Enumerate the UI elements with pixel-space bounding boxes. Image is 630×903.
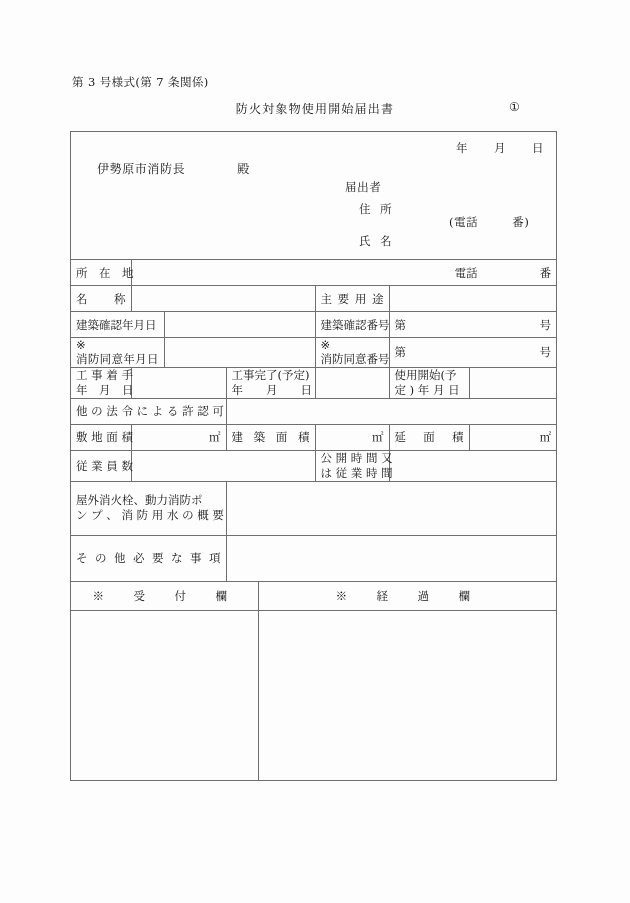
table-row-areas [71,424,556,450]
open-hours-label [315,450,393,481]
work-start-label [71,367,134,398]
progress-section-header: ※ 経 過 欄 [258,581,556,610]
hydrant-value[interactable] [226,481,556,535]
addressee-office: 伊勢原市消防長 [97,162,186,176]
fire-consent-number-prefix: 第 [394,345,406,360]
page-mark: ① [509,100,520,114]
receipt-section-header: ※ 受 付 欄 [71,581,258,610]
submitter-phone-close: 番) [512,215,530,229]
hydrant-label [71,481,226,535]
location-label: 所 在 地 [71,260,131,286]
site-area-value[interactable]: ㎡ [131,424,226,450]
fire-consent-number-mark: ※ [320,338,331,352]
building-confirm-date-label: 建築確認年月日 [71,312,164,338]
other-permits-value[interactable] [226,398,556,424]
submission-date-line [456,140,544,156]
form-grid [71,259,556,780]
building-confirm-number-suffix: 号 [539,317,552,332]
fire-consent-number-label [315,338,389,368]
table-row-hydrant [71,481,556,535]
other-matters-value[interactable] [226,535,556,581]
location-phone-word: 電話 [454,265,478,280]
submitter-address-label: 住 所 [359,201,395,216]
page-title: 防火対象物使用開始届出書 [235,102,395,116]
table-row-schedule [71,367,556,398]
staff-count-label: 従 業 員 数 [71,450,131,481]
fire-consent-date-text: 消防同意年月日 [76,352,159,367]
name-label: 名 称 [71,286,131,312]
use-start-label-line1: 使用開始(予 [394,367,457,382]
table-row-staff [71,450,556,481]
form-code: 第 3 号様式(第 7 条関係) [72,75,209,89]
main-use-label: 主 要 用 途 [315,286,389,312]
fire-consent-number-value[interactable] [389,338,556,368]
receipt-section-body[interactable] [71,610,258,780]
location-value[interactable] [131,260,556,286]
use-start-label-line2: 定 ) 年 月 日 [394,382,460,397]
table-row-footer-body [71,610,556,780]
use-start-label [389,367,469,398]
work-finish-value[interactable] [315,367,389,398]
progress-section-body[interactable] [258,610,556,780]
date-day-label: 日 [532,141,544,155]
form-frame [70,131,557,781]
open-hours-label-line2: は 従 業 時 間 [320,465,393,480]
table-row-building-confirm [71,312,556,338]
total-area-value[interactable]: ㎡ [469,424,556,450]
site-area-label: 敷 地 面 積 [71,424,131,450]
table-row-name [71,286,556,312]
other-permits-label: 他 の 法 令 に よ る 許 認 可 [71,398,226,424]
table-row-footer-headers [71,581,556,610]
open-hours-value[interactable] [389,450,556,481]
submitter-phone-line [449,217,529,229]
table-row-fire-consent [71,338,556,368]
work-finish-label-line1: 工事完了(予定) [231,367,310,382]
table-row-location [71,260,556,286]
date-month-label: 月 [494,141,506,155]
submitter-title: 届出者 [345,180,382,194]
other-matters-label: そ の 他 必 要 な 事 項 [71,535,226,581]
addressee [97,160,250,177]
form-header-block [71,132,556,259]
submitter-name-label: 氏 名 [359,233,395,248]
building-confirm-number-value[interactable] [389,312,556,338]
work-start-label-line1: 工 事 着 手 [76,367,133,382]
building-area-value[interactable]: ㎡ [315,424,389,450]
main-use-value[interactable] [389,286,556,312]
staff-count-value[interactable] [131,450,315,481]
total-area-label: 延 面 積 [389,424,469,450]
building-confirm-number-prefix: 第 [394,317,406,332]
fire-consent-number-text: 消防同意番号 [320,352,390,367]
open-hours-label-line1: 公 開 時 間 又 [320,450,393,465]
building-area-label: 建 築 面 積 [226,424,315,450]
hydrant-label-line1: 屋外消火栓、動力消防ポ [76,493,203,508]
work-start-label-line2: 年 月 日 [76,382,134,397]
addressee-honorific: 殿 [237,162,250,176]
date-year-label: 年 [456,141,468,155]
hydrant-label-line2: ン プ 、 消 防 用 水 の 概 要 [76,508,224,522]
fire-consent-number-suffix: 号 [539,345,552,360]
submitter-phone-open: (電話 [449,215,479,229]
table-row-other-permits [71,398,556,424]
table-row-other-matters [71,535,556,581]
building-confirm-number-label: 建築確認番号 [315,312,389,338]
work-finish-label-line2: 年 月 日 [231,382,312,397]
fire-consent-date-value[interactable] [164,338,315,368]
submitter-block [345,182,529,247]
location-phone-unit: 番 [539,265,552,280]
work-finish-label [226,367,315,398]
fire-consent-date-mark: ※ [76,338,86,352]
fire-consent-date-label [71,338,164,368]
work-start-value[interactable] [131,367,226,398]
name-value[interactable] [131,286,315,312]
building-confirm-date-value[interactable] [164,312,315,338]
use-start-value[interactable] [469,367,556,398]
